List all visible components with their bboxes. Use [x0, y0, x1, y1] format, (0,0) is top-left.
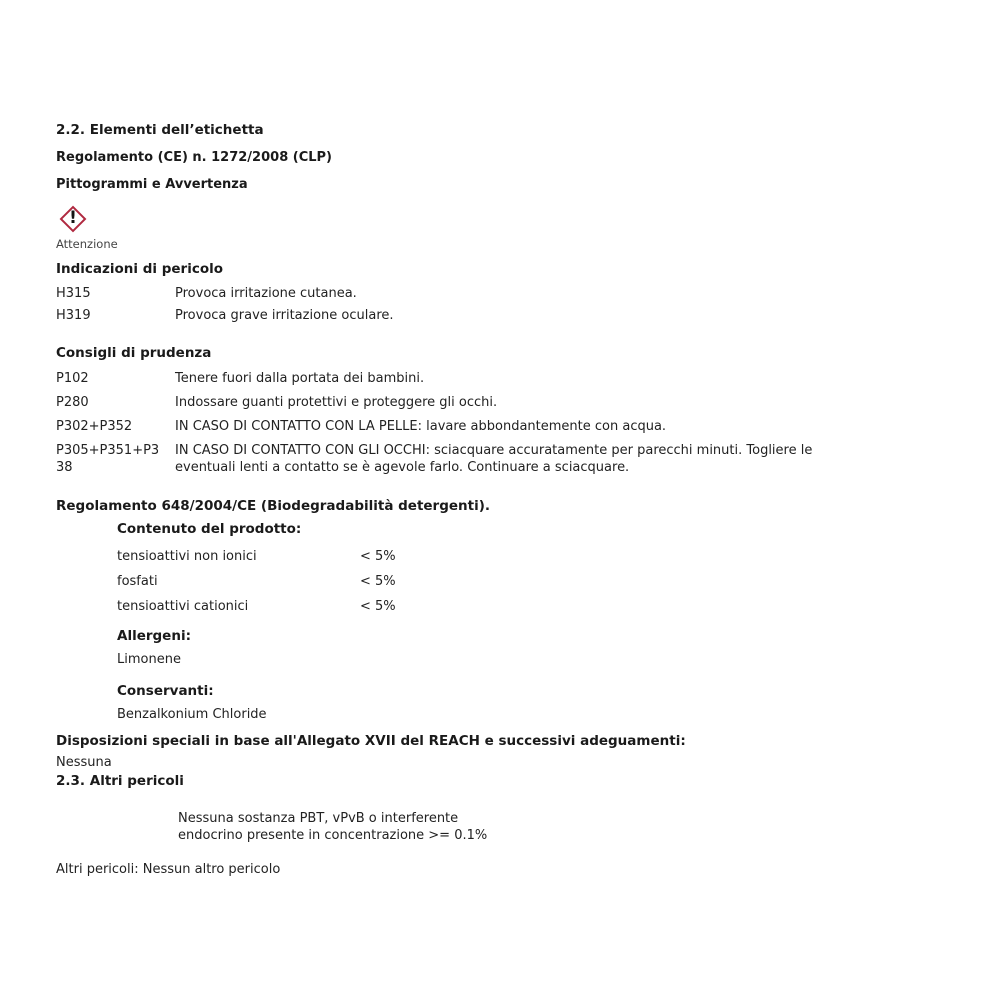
- content-value: < 5%: [360, 549, 396, 564]
- pictograms-heading: Pittogrammi e Avvertenza: [56, 177, 248, 192]
- pbt-statement-line1: Nessuna sostanza PBT, vPvB o interferente: [178, 811, 459, 826]
- preservatives-heading: Conservanti:: [117, 683, 214, 699]
- product-content-table: [117, 548, 876, 615]
- hazard-text: Provoca irritazione cutanea.: [175, 286, 357, 301]
- content-ingredient: tensioattivi cationici: [117, 599, 249, 614]
- precaution-code: P280: [56, 395, 89, 410]
- hazard-statements-table: [56, 285, 876, 324]
- product-content-heading: Contenuto del prodotto:: [117, 521, 302, 537]
- precaution-text: Tenere fuori dalla portata dei bambini.: [175, 371, 425, 386]
- hazard-text: Provoca grave irritazione oculare.: [175, 308, 394, 323]
- precaution-text: IN CASO DI CONTATTO CON GLI OCCHI: sciacquare accuratamente per parecchi minuti. Togliere le eventuali lenti a contatto se è agevole farlo. Continuare a sciacquare.: [175, 443, 813, 475]
- precaution-code: P305+P351+P338: [56, 443, 160, 475]
- hazard-code: H319: [56, 308, 91, 323]
- allergens-value: Limonene: [117, 652, 181, 667]
- section-2-2-title: 2.2. Elementi dell’etichetta: [56, 122, 264, 138]
- clp-regulation-line: Regolamento (CE) n. 1272/2008 (CLP): [56, 150, 333, 165]
- precaution-code: P302+P352: [56, 419, 133, 434]
- content-value: < 5%: [360, 574, 396, 589]
- allergens-heading: Allergeni:: [117, 628, 191, 644]
- precautionary-statements-heading: Consigli di prudenza: [56, 345, 212, 361]
- pbt-statement: [178, 810, 876, 844]
- precaution-text: Indossare guanti protettivi e proteggere gli occhi.: [175, 395, 498, 410]
- content-ingredient: fosfati: [117, 574, 158, 589]
- precautionary-statements-table: [56, 370, 876, 476]
- special-provisions-value: Nessuna: [56, 755, 112, 770]
- other-hazards-line: Altri pericoli: Nessun altro pericolo: [56, 862, 281, 877]
- section-2-3-title: 2.3. Altri pericoli: [56, 773, 184, 789]
- precaution-code: P102: [56, 371, 89, 386]
- ghs07-exclamation-icon: [55, 201, 91, 237]
- content-ingredient: tensioattivi non ionici: [117, 549, 257, 564]
- content-value: < 5%: [360, 599, 396, 614]
- special-provisions-heading: Disposizioni speciali in base all'Allegato XVII del REACH e successivi adeguamenti:: [56, 733, 686, 749]
- precaution-text: IN CASO DI CONTATTO CON LA PELLE: lavare abbondantemente con acqua.: [175, 419, 667, 434]
- hazard-statements-heading: Indicazioni di pericolo: [56, 261, 224, 277]
- ghs-pictogram-block: [56, 201, 876, 251]
- hazard-code: H315: [56, 286, 91, 301]
- signal-word-label: Attenzione: [56, 237, 118, 251]
- detergent-regulation-heading: Regolamento 648/2004/CE (Biodegradabilità detergenti).: [56, 498, 491, 514]
- pbt-statement-line2: endocrino presente in concentrazione >= 0.1%: [178, 828, 488, 843]
- exclamation-mark-glyph: !: [69, 208, 77, 229]
- preservatives-value: Benzalkonium Chloride: [117, 707, 267, 722]
